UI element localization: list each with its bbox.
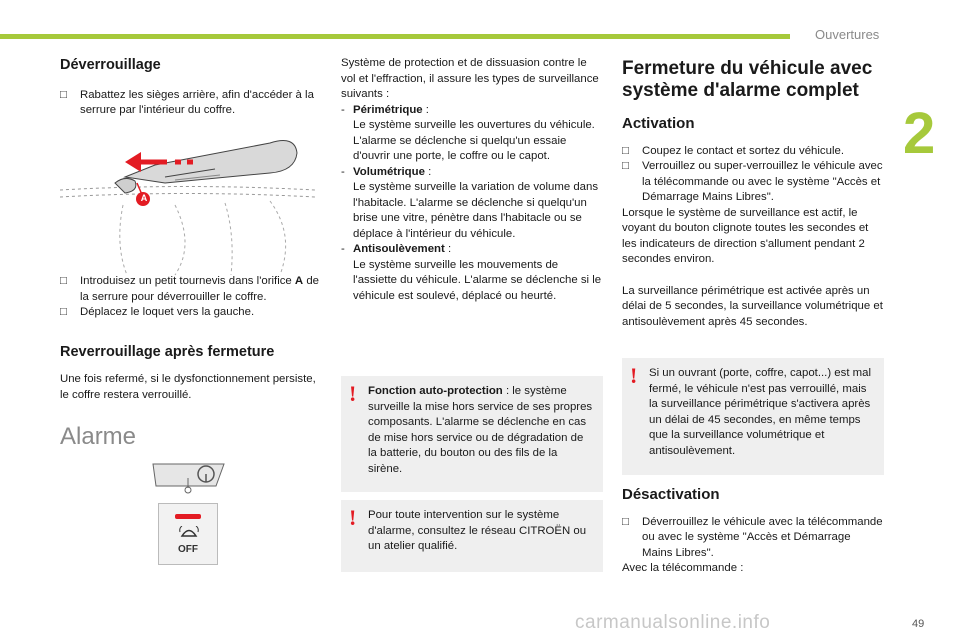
heading-activation: Activation xyxy=(622,115,695,132)
step-deverrouillez: □ Déverrouillez le véhicule avec la télécommande ou avec le système "Accès et Démarrage Mains Libres". xyxy=(622,515,883,559)
warning-icon: ! xyxy=(349,381,357,406)
off-label: OFF xyxy=(178,544,198,555)
desactivation-telecommande: Avec la télécommande : xyxy=(622,562,744,574)
column-left xyxy=(60,58,322,119)
alarm-icon xyxy=(179,526,199,540)
reverrouillage-text: Une fois refermé, si le dysfonctionnement persiste, le coffre restera verrouillé. xyxy=(60,373,316,401)
type-perimetrique: - Périmétrique : Le système surveille les ouvertures du véhicule. L'alarme se déclenche si quelqu'un essaie d'ouvrir une porte, le coffre ou le capot. xyxy=(341,103,595,162)
checkbox-bullet-icon: □ xyxy=(60,306,67,318)
activation-para-1: Lorsque le système de surveillance est actif, le voyant du bouton clignote toutes les secondes et les indicateurs de direction s'allument pendant 2 secondes environ. xyxy=(622,206,869,265)
page-number: 49 xyxy=(912,618,925,630)
warning-box-ouvrant: ! Si un ouvrant (porte, coffre, capot...) est mal fermé, le véhicule n'est pas verrouillé, mais la surveillance périmétrique s'activera après un délai de 45 secondes, en même temps que la surveillance volumétrique et antisoulèvement. xyxy=(622,358,884,475)
checkbox-bullet-icon: □ xyxy=(60,275,67,287)
chapter-number: 2 xyxy=(903,101,936,166)
type-antisoulevement: - Antisoulèvement : Le système surveille les mouvements de l'assiette du véhicule. L'alarme se déclenche si le véhicule est soulevé, déplacé ou heurté. xyxy=(341,243,602,302)
callout-letter: A xyxy=(140,193,148,203)
checkbox-bullet-icon: □ xyxy=(60,88,67,101)
trunk-lock-illustration xyxy=(55,135,320,280)
warning-icon: ! xyxy=(349,505,357,530)
checkbox-bullet-icon: □ xyxy=(622,515,629,528)
alarm-off-button[interactable] xyxy=(158,503,218,565)
heading-alarme: Alarme xyxy=(60,423,137,450)
checkbox-bullet-icon: □ xyxy=(622,160,629,172)
header-accent-bar xyxy=(0,34,790,39)
column-middle xyxy=(341,56,603,304)
step-verrouillez: □ Verrouillez ou super-verrouillez le véhicule avec la télécommande ou avec le système "Accès et Démarrage Mains Libres". xyxy=(622,160,883,203)
heading-fermeture: Fermeture du véhicule avec système d'alarme complet xyxy=(622,58,873,101)
alarm-location-illustration xyxy=(148,456,228,496)
warning-icon: ! xyxy=(630,363,638,388)
warning-box-intervention: ! Pour toute intervention sur le système d'alarme, consultez le réseau CITROËN ou un atelier qualifié. xyxy=(341,500,603,572)
watermark: carmanualsonline.info xyxy=(575,612,771,633)
type-volumetrique: - Volumétrique : Le système surveille la variation de volume dans l'habitacle. L'alarme se déclenche si quelqu'un brise une vitre, pénètre dans l'habitacle ou se déplace à l'intérieur du véhicule. xyxy=(341,165,599,240)
heading-desactivation: Désactivation xyxy=(622,486,720,503)
column-right-bottom xyxy=(622,487,884,577)
heading-reverrouillage: Reverrouillage après fermeture xyxy=(60,343,275,360)
column-left-steps xyxy=(60,274,322,450)
indicator-light xyxy=(175,514,201,519)
column-right xyxy=(622,58,884,330)
step-rabattez: □ Rabattez les sièges arrière, afin d'accéder à la serrure par l'intérieur du coffre. xyxy=(60,88,314,116)
heading-deverrouillage: Déverrouillage xyxy=(60,57,161,73)
alarm-intro: Système de protection et de dissuasion contre le vol et l'effraction, il assure les types de surveillance suivants : xyxy=(341,57,599,100)
section-title: Ouvertures xyxy=(815,27,880,42)
activation-para-2: La surveillance périmétrique est activée après un délai de 5 secondes, la surveillance volumétrique et antisoulèvement après 45 secondes. xyxy=(622,284,883,328)
warning-box-autoprotection: ! Fonction auto-protection : le système surveille la mise hors service de ses propres composants. L'alarme se déclenche en cas de mise hors service ou de dégradation de la batterie, du bouton ou des fils de la sirène. xyxy=(341,376,603,492)
step-tournevis: □ Introduisez un petit tournevis dans l'orifice A de la serrure pour déverrouiller le coffre. xyxy=(60,275,319,303)
step-loquet: □ Déplacez le loquet vers la gauche. xyxy=(60,305,322,321)
checkbox-bullet-icon: □ xyxy=(622,144,629,157)
step-coupez: □ Coupez le contact et sortez du véhicule. xyxy=(622,144,884,160)
